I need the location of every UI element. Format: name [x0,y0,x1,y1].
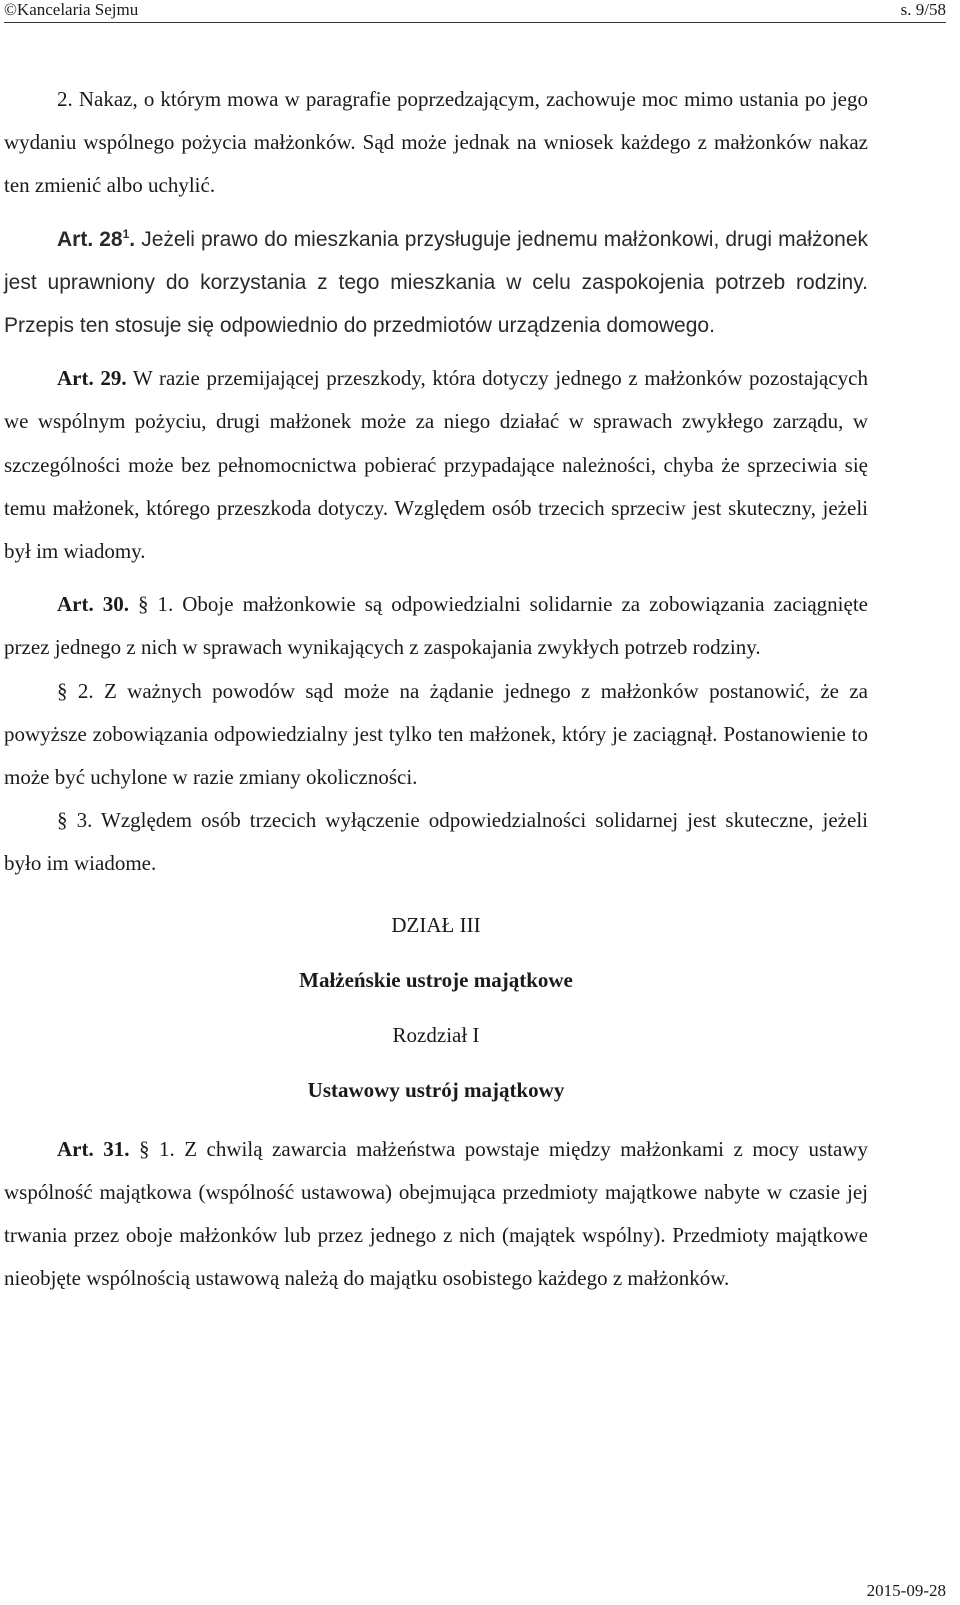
footer-date: 2015-09-28 [866,1581,946,1600]
article-30-par-2: § 2. Z ważnych powodów sąd może na żądanie jednego z małżonków postanowić, że za powyższe zobowiązania odpowiedzialny jest tylko ten małżonek, który je zaciągnął. Postanowienie to może być uchylone w razie zmiany okoliczności. [4,678,868,790]
header-rule [4,22,946,23]
article-31-heading: Art. 31. [57,1136,130,1161]
article-30-par-3: § 3. Względem osób trzecich wyłączenie odpowiedzialności solidarnej jest skuteczne, jeżeli było im wiadome. [4,808,868,876]
article-29-text: W razie przemijającej przeszkody, która dotyczy jednego z małżonków pozostających we wspólnym pożyciu, drugi małżonek może za niego działać w sprawach zwykłego zarządu, w szczególności może bez pełnomocnictwa pobierać przypadające należności, chyba że sprzeciwia się temu małżonek, którego przeszkoda dotyczy. Względem osób trzecich sprzeciw jest skuteczny, jeżeli był im wiadomy. [4,366,868,564]
header-left: ©Kancelaria Sejmu [4,0,139,19]
document-body [4,78,868,1300]
rozdzial-heading: Rozdział I [392,1022,480,1047]
dzial-heading: DZIAŁ III [391,912,481,937]
article-29-heading: Art. 29. [57,366,127,391]
article-28-text: Jeżeli prawo do mieszkania przysługuje jednemu małżonkowi, drugi małżonek jest uprawniony do korzystania z tego mieszkania w celu zaspokojenia potrzeb rodziny. Przepis ten stosuje się odpowiednio do przedmiotów urządzenia domowego. [4,227,869,338]
article-31-text: § 1. Z chwilą zawarcia małżeństwa powstaje między małżonkami z mocy ustawy wspólność majątkowa (wspólność ustawowa) obejmująca przedmioty majątkowe nabyte w czasie jej trwania przez oboje małżonków lub przez jednego z nich (majątek wspólny). Przedmioty majątkowe nieobjęte wspólnością ustawową należą do majątku osobistego każdego z małżonków. [4,1136,868,1291]
article-28-heading: Art. $28^1$. [57,226,136,251]
article-30-heading: Art. 30. [57,592,129,617]
article-30 [4,583,868,669]
page-header [4,0,946,30]
section-headings [4,898,868,1118]
article-30-par-1: § 1. Oboje małżonkowie są odpowiedzialni solidarnie za zobowiązania zaciągnięte przez jednego z nich w sprawach wynikających z zaspokajania zwykłych potrzeb rodziny. [4,592,868,660]
article-29 [4,357,868,573]
header-page-number: s. 9/58 [900,0,946,19]
paragraph-p1: 2. Nakaz, o którym mowa w paragrafie poprzedzającym, zachowuje moc mimo ustania po jego wydaniu wspólnego pożycia małżonków. Sąd może jednak na wniosek każdego z małżonków nakaz ten zmienić albo uchylić. [4,87,868,198]
article-31 [4,1128,868,1301]
dzial-title: Małżeńskie ustroje majątkowe [299,967,573,992]
article-28 [4,218,868,348]
rozdzial-title: Ustawowy ustrój majątkowy [307,1077,565,1102]
article-28-superscript: 1 [122,226,130,241]
